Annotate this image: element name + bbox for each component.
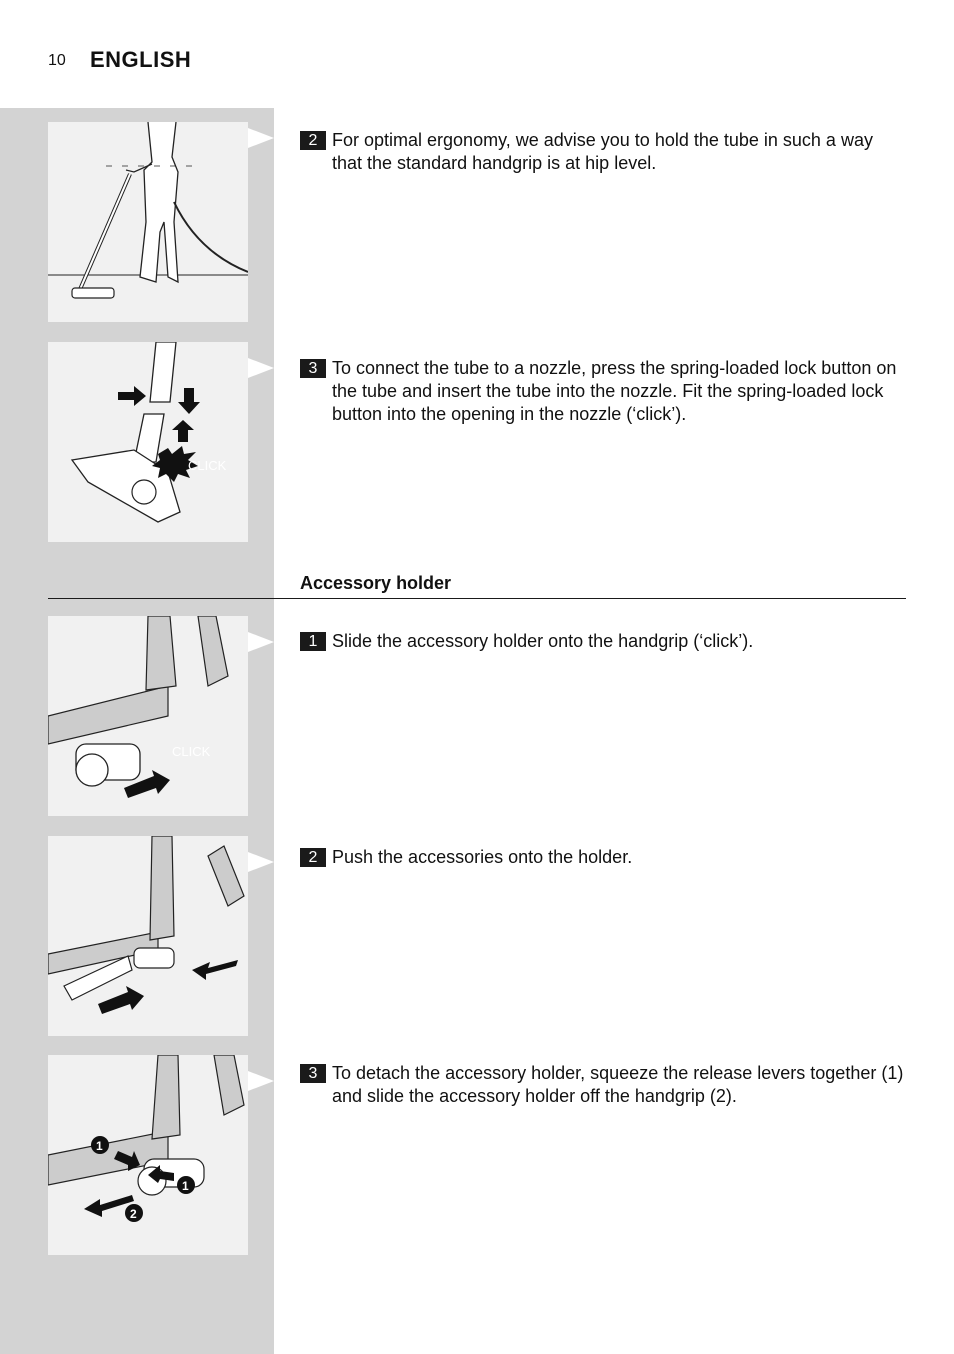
step-item [300, 846, 906, 869]
step-number: 3 [300, 1064, 326, 1083]
figure-pointer [248, 852, 274, 872]
vacuum-person-illustration [48, 122, 248, 322]
step-number: 3 [300, 359, 326, 378]
figure-slide-holder [48, 616, 248, 816]
step-item [300, 630, 906, 653]
figure-push-accessories [48, 836, 248, 1036]
step-text: Slide the accessory holder onto the handgrip (‘click’). [332, 631, 754, 651]
click-label: CLICK [172, 744, 211, 759]
figure-pointer [248, 632, 274, 652]
step-item [300, 357, 906, 426]
click-label: CLICK [188, 458, 227, 473]
page-number: 10 [48, 52, 66, 69]
step-number: 2 [300, 131, 326, 150]
figure-detach-holder [48, 1055, 248, 1255]
figure-hip-level [48, 122, 248, 322]
language-heading: ENGLISH [90, 47, 192, 72]
figure-connect-nozzle [48, 342, 248, 542]
figure-pointer [248, 1071, 274, 1091]
callout-1: 1 [96, 1139, 103, 1153]
nozzle-connection-illustration [48, 342, 248, 542]
step-text: For optimal ergonomy, we advise you to hold the tube in such a way that the standard handgrip is at hip level. [332, 130, 873, 173]
step-number: 2 [300, 848, 326, 867]
accessories-push-illustration [48, 836, 248, 1036]
step-text: To connect the tube to a nozzle, press the spring-loaded lock button on the tube and insert the tube into the nozzle. Fit the spring-loaded lock button into the opening in the nozzle (‘click’). [332, 358, 897, 424]
step-text: To detach the accessory holder, squeeze the release levers together (1) and slide the accessory holder off the handgrip (2). [332, 1063, 904, 1106]
step-text: Push the accessories onto the holder. [332, 847, 633, 867]
callout-2: 2 [130, 1207, 137, 1221]
figure-pointer [248, 358, 274, 378]
figure-pointer [248, 128, 274, 148]
section-title: Accessory holder [300, 573, 452, 593]
section-divider [48, 598, 906, 599]
holder-slide-illustration [48, 616, 248, 816]
callout-1: 1 [182, 1179, 189, 1193]
step-item [300, 1062, 906, 1108]
step-number: 1 [300, 632, 326, 651]
step-item [300, 129, 906, 175]
holder-detach-illustration [48, 1055, 248, 1255]
